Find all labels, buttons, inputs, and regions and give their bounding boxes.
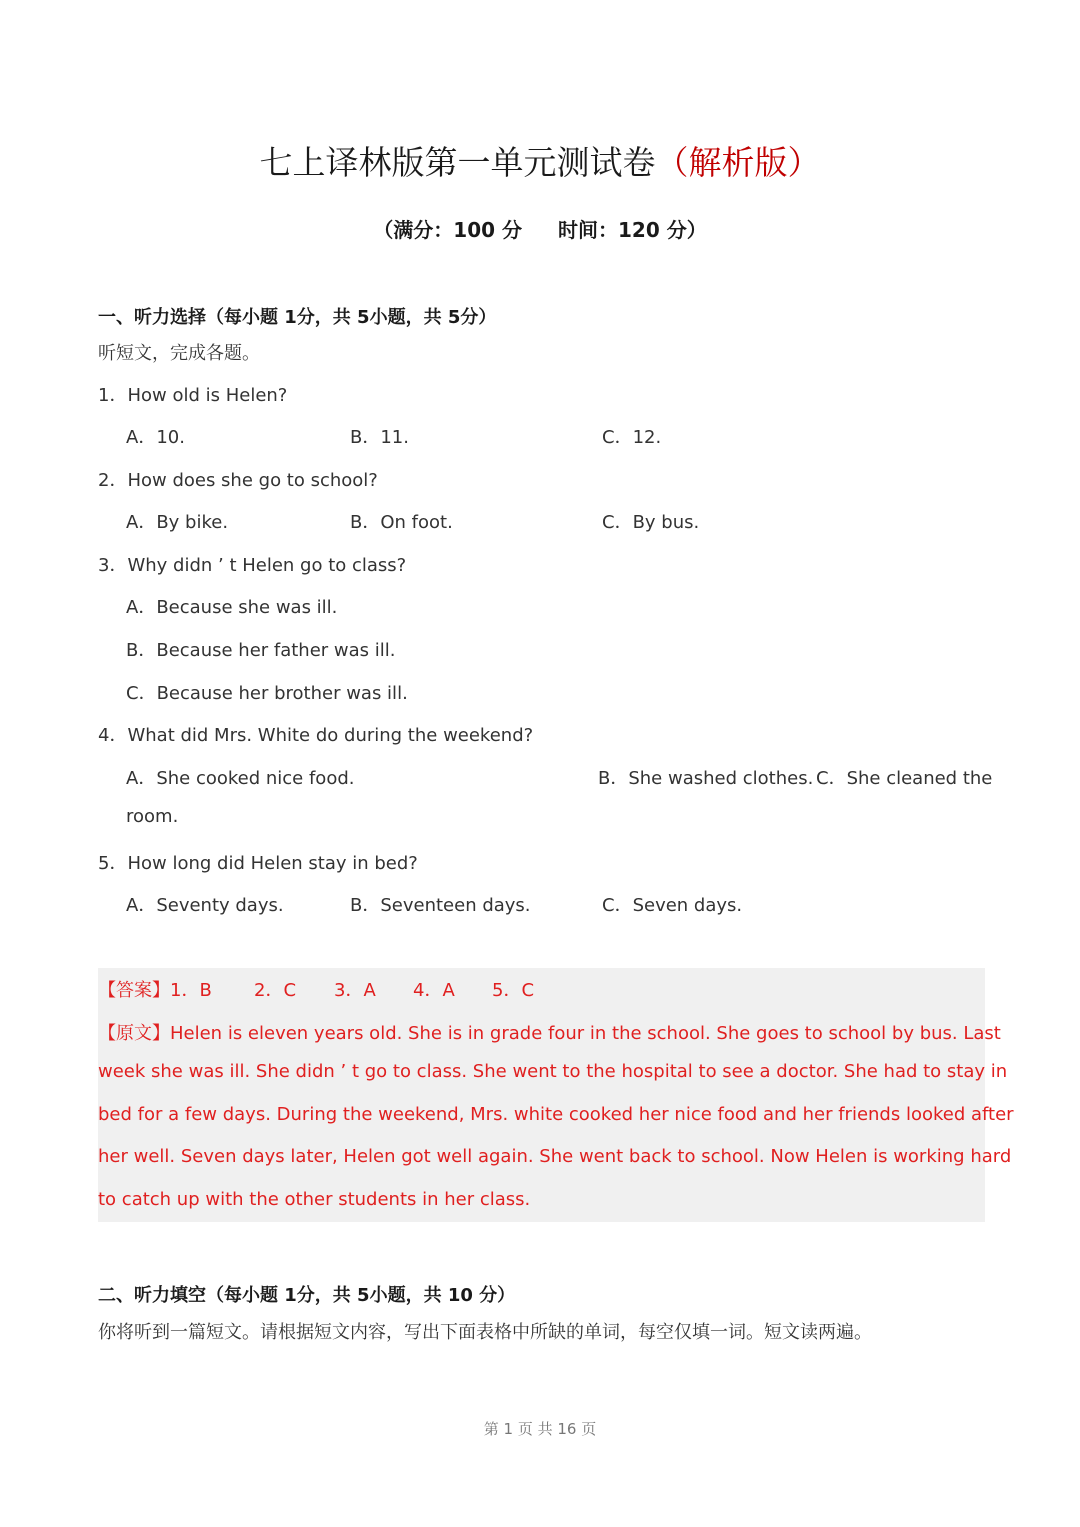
option: B．She washed clothes.	[598, 768, 814, 789]
score-info: （满分：100 分	[373, 218, 522, 242]
answer-item: 2．C	[254, 980, 297, 1001]
answer-label: 【答案】	[98, 980, 170, 1001]
transcript-line: 【原文】Helen is eleven years old. She is in grade four in the school. She goes to school by bus. Last	[98, 1023, 1001, 1044]
option: A．10.	[126, 427, 185, 448]
option: A．By bike.	[126, 512, 229, 533]
option: C．12.	[602, 427, 662, 448]
question-stem: 5．How long did Helen stay in bed?	[98, 853, 418, 874]
section2-instruction: 你将听到一篇短文。请根据短文内容，写出下面表格中所缺的单词，每空仅填一词。短文读两遍。	[98, 1322, 872, 1343]
question-stem: 4．What did Mrs. White do during the weekend?	[98, 725, 534, 746]
transcript-line: week she was ill. She didn ’ t go to class. She went to the hospital to see a doctor. She had to stay in	[98, 1061, 1008, 1082]
exam-info	[0, 214, 1080, 243]
title-highlight: （解析版）	[655, 143, 821, 182]
answer-item: 1．B	[170, 980, 212, 1001]
answer-item: 4．A	[413, 980, 455, 1001]
transcript-label: 【原文】	[98, 1023, 170, 1044]
option: C．She cleaned the	[816, 768, 993, 789]
option: A．Seventy days.	[126, 895, 284, 916]
transcript-line: bed for a few days. During the weekend, Mrs. white cooked her nice food and her friends looked after	[98, 1104, 1014, 1125]
question-stem: 1．How old is Helen?	[98, 385, 288, 406]
option: B．On foot.	[350, 512, 453, 533]
section1-heading: 一、听力选择（每小题 1分，共 5小题，共 5分）	[98, 307, 497, 328]
answer-row	[98, 976, 212, 1002]
option: C．Seven days.	[602, 895, 743, 916]
transcript-line: her well. Seven days later, Helen got well again. She went back to school. Now Helen is working hard	[98, 1146, 1012, 1167]
answer-item: 5．C	[492, 980, 535, 1001]
option: C．By bus.	[602, 512, 700, 533]
answer-box	[98, 968, 985, 1222]
option: C．Because her brother was ill.	[126, 683, 408, 704]
question-stem: 2．How does she go to school?	[98, 470, 378, 491]
section2-heading: 二、听力填空（每小题 1分，共 5小题，共 10 分）	[98, 1285, 516, 1306]
page-number: 第 1 页 共 16 页	[483, 1420, 597, 1438]
transcript-line: to catch up with the other students in her class.	[98, 1189, 531, 1210]
option: A．Because she was ill.	[126, 597, 338, 618]
option: B．11.	[350, 427, 409, 448]
title-main: 七上译林版第一单元测试卷	[259, 143, 656, 182]
answer-item: 3．A	[334, 980, 376, 1001]
option: B．Seventeen days.	[350, 895, 531, 916]
section1-instruction: 听短文，完成各题。	[98, 343, 260, 364]
page-title	[0, 137, 1080, 184]
option-continuation: room.	[126, 806, 179, 827]
question-stem: 3．Why didn ’ t Helen go to class?	[98, 555, 407, 576]
time-info: 时间：120 分）	[558, 218, 707, 242]
option: A．She cooked nice food.	[126, 768, 355, 789]
option: B．Because her father was ill.	[126, 640, 396, 661]
